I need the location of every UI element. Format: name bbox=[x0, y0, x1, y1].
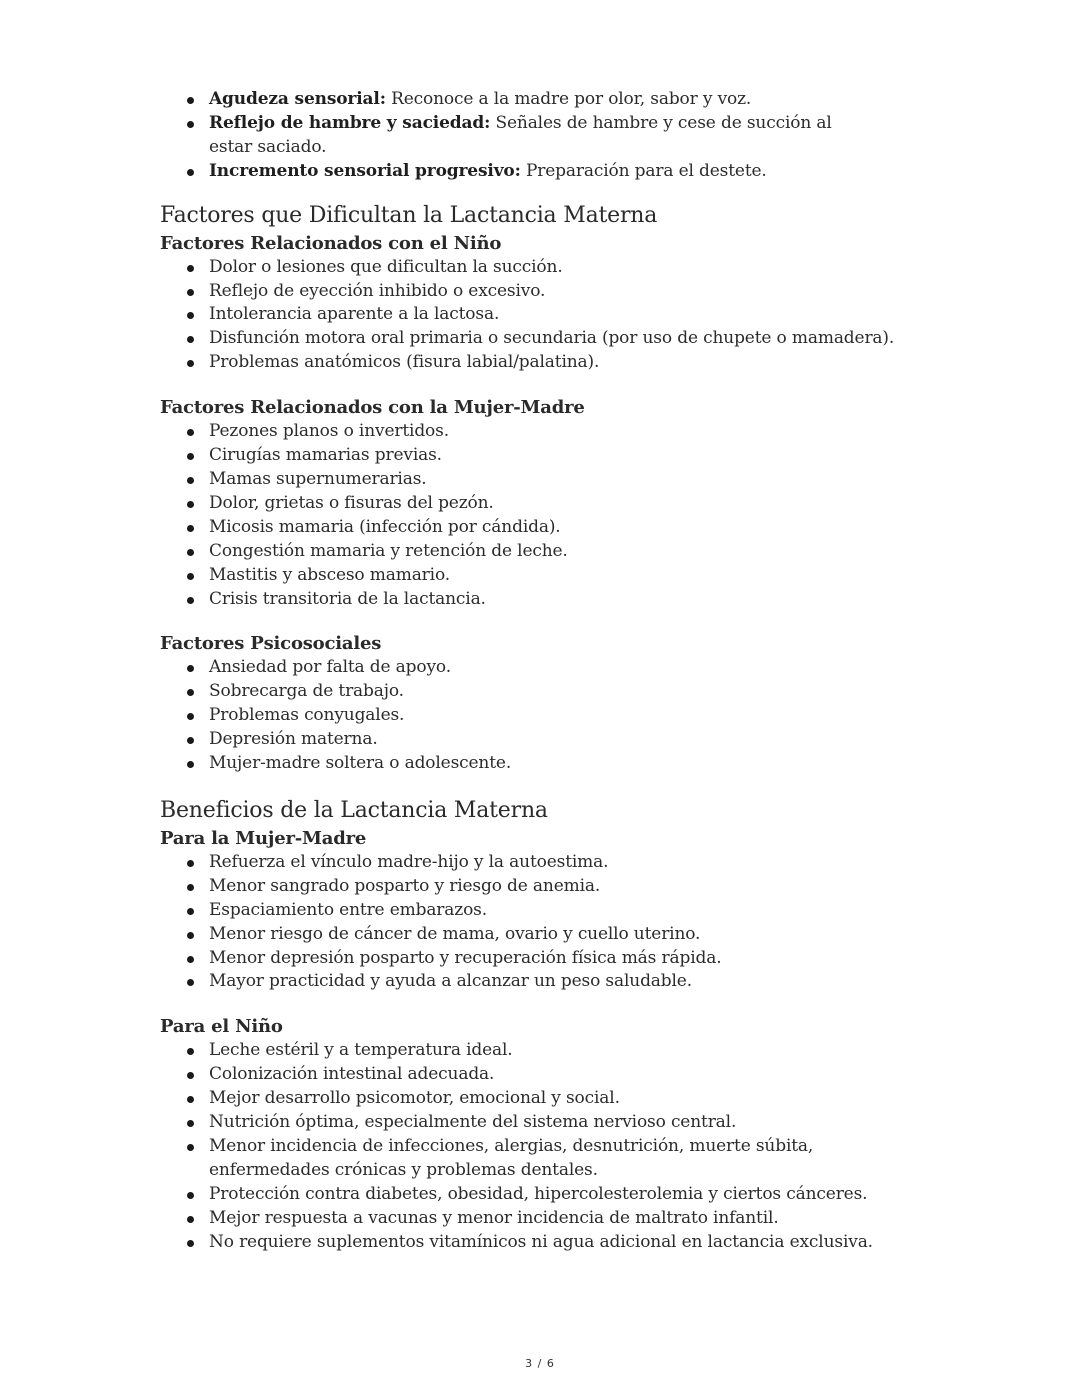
bullet-icon bbox=[187, 884, 194, 891]
bullet-icon bbox=[187, 573, 194, 580]
list-item: Leche estéril y a temperatura ideal. bbox=[209, 1039, 940, 1063]
bullet-icon bbox=[187, 312, 194, 319]
bullet-icon bbox=[187, 453, 194, 460]
beneficios-madre-list bbox=[160, 851, 940, 994]
list-item: Reflejo de hambre y saciedad: Señales de hambre y cese de succión al estar saciado. bbox=[209, 112, 940, 160]
list-item: Sobrecarga de trabajo. bbox=[209, 680, 940, 704]
factores-psico-list bbox=[160, 656, 940, 776]
page-number: 3 / 6 bbox=[525, 1357, 555, 1370]
bullet-icon bbox=[187, 597, 194, 604]
bullet-icon bbox=[187, 336, 194, 343]
bullet-icon bbox=[187, 956, 194, 963]
section-title-beneficios: Beneficios de la Lactancia Materna bbox=[160, 797, 548, 823]
bullet-icon bbox=[187, 860, 194, 867]
bullet-icon bbox=[187, 1048, 194, 1055]
list-item: Reflejo de eyección inhibido o excesivo. bbox=[209, 280, 940, 304]
bullet-icon bbox=[187, 549, 194, 556]
list-item: Nutrición óptima, especialmente del sistema nervioso central. bbox=[209, 1111, 940, 1135]
bullet-icon bbox=[187, 737, 194, 744]
bullet-icon bbox=[187, 689, 194, 696]
list-item: Dolor, grietas o fisuras del pezón. bbox=[209, 492, 940, 516]
list-item: Ansiedad por falta de apoyo. bbox=[209, 656, 940, 680]
list-item: Crisis transitoria de la lactancia. bbox=[209, 588, 940, 612]
list-item: Agudeza sensorial: Reconoce a la madre por olor, sabor y voz. bbox=[209, 88, 940, 112]
list-item: Refuerza el vínculo madre-hijo y la autoestima. bbox=[209, 851, 940, 875]
list-item: Espaciamiento entre embarazos. bbox=[209, 899, 940, 923]
bullet-icon bbox=[187, 121, 194, 128]
subsection-title-madre: Factores Relacionados con la Mujer-Madre bbox=[160, 397, 585, 419]
bullet-icon bbox=[187, 761, 194, 768]
bullet-icon bbox=[187, 501, 194, 508]
list-item: Menor sangrado posparto y riesgo de anemia. bbox=[209, 875, 940, 899]
bullet-icon bbox=[187, 1096, 194, 1103]
list-item: Menor incidencia de infecciones, alergias, desnutrición, muerte súbita, enfermedades crónicas y problemas dentales. bbox=[209, 1135, 940, 1183]
list-item: Problemas conyugales. bbox=[209, 704, 940, 728]
bullet-icon bbox=[187, 360, 194, 367]
bullet-icon bbox=[187, 932, 194, 939]
bullet-icon bbox=[187, 908, 194, 915]
factores-madre-list bbox=[160, 420, 940, 611]
list-item: Mujer-madre soltera o adolescente. bbox=[209, 752, 940, 776]
bullet-icon bbox=[187, 1072, 194, 1079]
bullet-icon bbox=[187, 525, 194, 532]
bullet-icon bbox=[187, 1216, 194, 1223]
list-item: Colonización intestinal adecuada. bbox=[209, 1063, 940, 1087]
list-item: Problemas anatómicos (fisura labial/palatina). bbox=[209, 351, 940, 375]
list-item: Pezones planos o invertidos. bbox=[209, 420, 940, 444]
list-item: Congestión mamaria y retención de leche. bbox=[209, 540, 940, 564]
list-item: Incremento sensorial progresivo: Preparación para el destete. bbox=[209, 160, 940, 184]
bullet-icon bbox=[187, 1192, 194, 1199]
bullet-icon bbox=[187, 429, 194, 436]
bullet-icon bbox=[187, 97, 194, 104]
subsection-title-nino: Factores Relacionados con el Niño bbox=[160, 232, 502, 254]
list-item: Dolor o lesiones que dificultan la succión. bbox=[209, 256, 940, 280]
list-item: Disfunción motora oral primaria o secundaria (por uso de chupete o mamadera). bbox=[209, 327, 940, 351]
list-item: Intolerancia aparente a la lactosa. bbox=[209, 303, 940, 327]
list-item: Menor riesgo de cáncer de mama, ovario y cuello uterino. bbox=[209, 923, 940, 947]
bullet-icon bbox=[187, 1144, 194, 1151]
list-item: No requiere suplementos vitamínicos ni agua adicional en lactancia exclusiva. bbox=[209, 1231, 940, 1255]
list-item: Cirugías mamarias previas. bbox=[209, 444, 940, 468]
beneficios-nino-list bbox=[160, 1039, 940, 1254]
bullet-icon bbox=[187, 1120, 194, 1127]
list-item: Mejor respuesta a vacunas y menor incidencia de maltrato infantil. bbox=[209, 1207, 940, 1231]
list-item: Protección contra diabetes, obesidad, hipercolesterolemia y ciertos cánceres. bbox=[209, 1183, 940, 1207]
list-item: Mastitis y absceso mamario. bbox=[209, 564, 940, 588]
bullet-icon bbox=[187, 477, 194, 484]
bullet-icon bbox=[187, 1240, 194, 1247]
intro-list bbox=[160, 88, 940, 184]
list-item: Mejor desarrollo psicomotor, emocional y social. bbox=[209, 1087, 940, 1111]
bullet-icon bbox=[187, 713, 194, 720]
list-item: Depresión materna. bbox=[209, 728, 940, 752]
list-item: Menor depresión posparto y recuperación física más rápida. bbox=[209, 947, 940, 971]
factores-nino-list bbox=[160, 256, 940, 376]
bullet-icon bbox=[187, 169, 194, 176]
bullet-icon bbox=[187, 289, 194, 296]
subsection-title-mujer-madre: Para la Mujer-Madre bbox=[160, 827, 367, 849]
section-title-factores: Factores que Dificultan la Lactancia Materna bbox=[160, 202, 658, 228]
document-page bbox=[160, 88, 940, 1255]
bullet-icon bbox=[187, 979, 194, 986]
list-item: Micosis mamaria (infección por cándida). bbox=[209, 516, 940, 540]
subsection-title-para-nino: Para el Niño bbox=[160, 1016, 283, 1038]
subsection-title-psico: Factores Psicosociales bbox=[160, 633, 382, 655]
list-item: Mayor practicidad y ayuda a alcanzar un peso saludable. bbox=[209, 970, 940, 994]
bullet-icon bbox=[187, 265, 194, 272]
bullet-icon bbox=[187, 665, 194, 672]
list-item: Mamas supernumerarias. bbox=[209, 468, 940, 492]
